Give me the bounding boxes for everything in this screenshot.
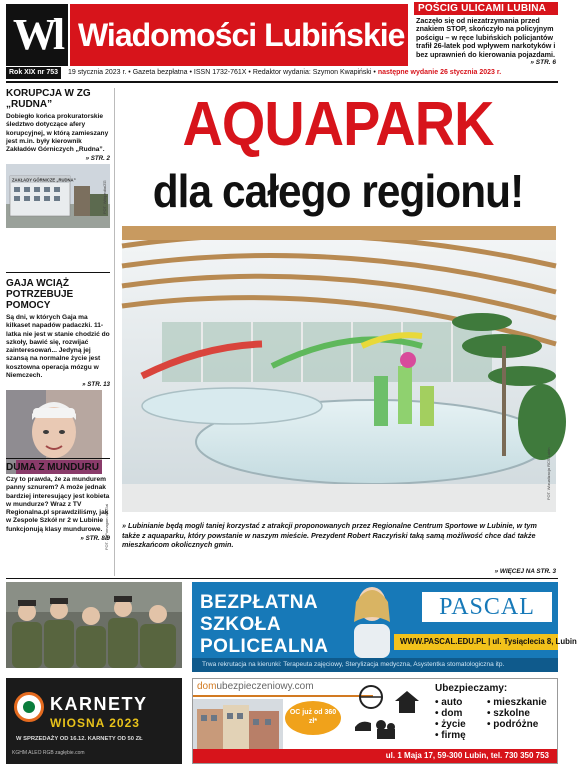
next-issue: następne wydanie 26 stycznia 2023 r. — [377, 69, 502, 76]
photo-credit: FOT. Wizualizacja RCS Lubin — [546, 447, 551, 500]
karnety-ad[interactable] — [6, 678, 182, 764]
story-ref[interactable]: » STR. 13 — [82, 381, 110, 389]
rudna-sign: ZAKŁADY GÓRNICZE „RUDNA” — [12, 177, 76, 183]
main-subheadline[interactable]: dla całego regionu! — [152, 165, 524, 217]
oc-price-badge: OC już od 360 zł* — [285, 701, 341, 735]
top-teaser[interactable] — [414, 2, 558, 65]
pascal-url[interactable]: WWW.PASCAL.EDU.PL | ul. Tysiąclecia 8, Lubin — [394, 634, 558, 650]
insurance-heading: Ubezpieczamy: — [435, 683, 508, 694]
karnety-sponsors: KGHM ALEO RGB zagłębie.com — [12, 750, 85, 756]
family-icon — [376, 720, 386, 730]
story-ref[interactable]: » STR. 8/9 — [80, 535, 110, 543]
insurance-item: • szkolne — [487, 708, 530, 719]
column-divider — [6, 272, 110, 273]
main-headline[interactable]: AQUAPARK — [182, 90, 494, 159]
column-divider — [6, 458, 110, 459]
ads-divider — [6, 578, 558, 579]
car-icon — [355, 722, 371, 731]
insurance-site[interactable] — [197, 681, 314, 692]
karnety-title: KARNETY — [50, 694, 148, 714]
site-part: .com — [291, 681, 314, 692]
story-heading: GAJA WCIĄŻ POTRZEBUJE POMOCY — [6, 278, 74, 311]
insurance-item: • mieszkanie — [487, 697, 547, 708]
issue-date: 19 stycznia 2023 r. — [67, 69, 127, 76]
story-text: Są dni, w których Gaja ma kilkaset napadów padaczki. 11-latka nie jest w stanie chodzić do szkoły, bawić się, rozwijać zainteresowań... Jedyną jej szansą na normalne życie jest kosztowna operacja mózgu w Niemczech. — [6, 314, 110, 380]
pascal-title-line: SZKOŁA — [200, 614, 282, 635]
paper-title[interactable]: Wiadomości Lubińskie — [70, 4, 408, 66]
aquapark-visualization — [122, 226, 556, 512]
lead-ref[interactable]: » WIĘCEJ NA STR. 3 — [494, 568, 556, 575]
top-teaser-ref[interactable]: » STR. 6 — [530, 59, 556, 67]
story-ref[interactable]: » STR. 2 — [85, 155, 110, 163]
story-korupcja[interactable] — [6, 88, 110, 228]
site-underline — [193, 695, 373, 697]
zaglebie-logo-icon — [14, 692, 44, 722]
insurance-address: ul. 1 Maja 17, 59-300 Lubin, tel. 730 350 753 — [193, 749, 557, 763]
free-label: Gazeta bezpłatna — [132, 69, 188, 76]
site-part: ubezpieczeniowy — [216, 681, 292, 692]
pascal-title-line: BEZPŁATNA — [200, 592, 319, 613]
insurance-item: • dom — [435, 708, 463, 719]
site-part: dom — [197, 681, 217, 692]
insurance-list — [435, 697, 555, 741]
masthead-divider — [6, 81, 558, 83]
pascal-title-line: POLICEALNA — [200, 636, 329, 657]
photo-credit: FOT. fb Pomagam dla Gai — [104, 503, 109, 550]
insurance-item: • podróżne — [487, 719, 539, 730]
story-text: Czy to prawda, że za mundurem panny sznurem? A może jednak bardziej interesujący jest kobieta w mundurze? Wraz z TV Regionalna.pl sprawdziliśmy, jak w Zespole Szkół nr 2 w Lubinie funkcjonują klasy mundurowe. — [6, 476, 110, 533]
insurance-ad[interactable] — [192, 678, 558, 764]
top-teaser-text: Zaczęło się od niezatrzymania przed znakiem STOP, skończyło na policyjnym pościgu – w ręce lubińskich policjantów trafił 26-latek pod wpływem narkotyków i bez uprawnień do kierowania pojazdami. — [416, 16, 556, 59]
pascal-ad[interactable] — [192, 582, 577, 672]
cadets-photo — [6, 582, 182, 668]
photo-credit: FOT. Wikipedia/ZG — [102, 180, 107, 214]
pascal-model-photo — [342, 582, 402, 658]
insurance-icons — [351, 683, 431, 739]
issn: ISSN 1732-761X — [193, 69, 247, 76]
karnety-subtitle: WIOSNA 2023 — [50, 716, 140, 730]
house-icon — [395, 691, 419, 701]
masthead — [6, 4, 408, 66]
story-text: Dobiegło końca prokuratorskie śledztwo dotyczące afery korupcyjnej, w którą zamieszany jest m.in. były kierownik Zakładów Górniczych „Rudna”. — [6, 113, 109, 154]
rudna-building-photo — [6, 164, 110, 228]
insurance-item: • życie — [435, 719, 466, 730]
pascal-title — [200, 592, 329, 658]
story-heading: KORUPCJA W ZG „RUDNA” — [6, 88, 91, 110]
issue-number: Rok XIX nr 753 — [6, 67, 61, 79]
top-teaser-heading: POŚCIG ULICAMI LUBINA — [414, 2, 558, 15]
pascal-courses: Trwa rekrutacja na kierunki: Terapeuta zajęciowy, Sterylizacja medyczna, Asystentka stomatologiczna itp. — [192, 658, 558, 672]
paper-logo[interactable]: Wl — [6, 4, 68, 66]
issue-info-bar: Rok XIX nr 753 19 stycznia 2023 r. • Gazeta bezpłatna • ISSN 1732-761X • Redaktor wydania: Szymon Kwapiński • następne wydanie 26 stycznia 2023 r. — [6, 67, 558, 79]
story-duma[interactable] — [6, 462, 110, 542]
editor: Redaktor wydania: Szymon Kwapiński — [252, 69, 372, 76]
column-separator — [114, 88, 115, 576]
story-heading: DUMA Z MUNDURU — [6, 462, 99, 473]
karnety-sale-info: W SPRZEDAŻY OD 16.12. KARNETY OD 50 ZŁ — [16, 736, 143, 742]
townhouses-photo — [193, 699, 283, 749]
lead-caption: » Lubinianie będą mogli taniej korzystać z atrakcji proponowanych przez Regionalne Centrum Sportowe w Lubinie, w tym także z aquaparku, który powstanie w naszym mieście. Prezydent Robert Raczyński taką samą możliwość chce dać także mieszkańcom okolicznych gmin. — [122, 521, 537, 549]
pascal-logo: PASCAL — [422, 592, 552, 622]
insurance-item: • firmę — [435, 730, 466, 741]
insurance-item: • auto — [435, 697, 463, 708]
